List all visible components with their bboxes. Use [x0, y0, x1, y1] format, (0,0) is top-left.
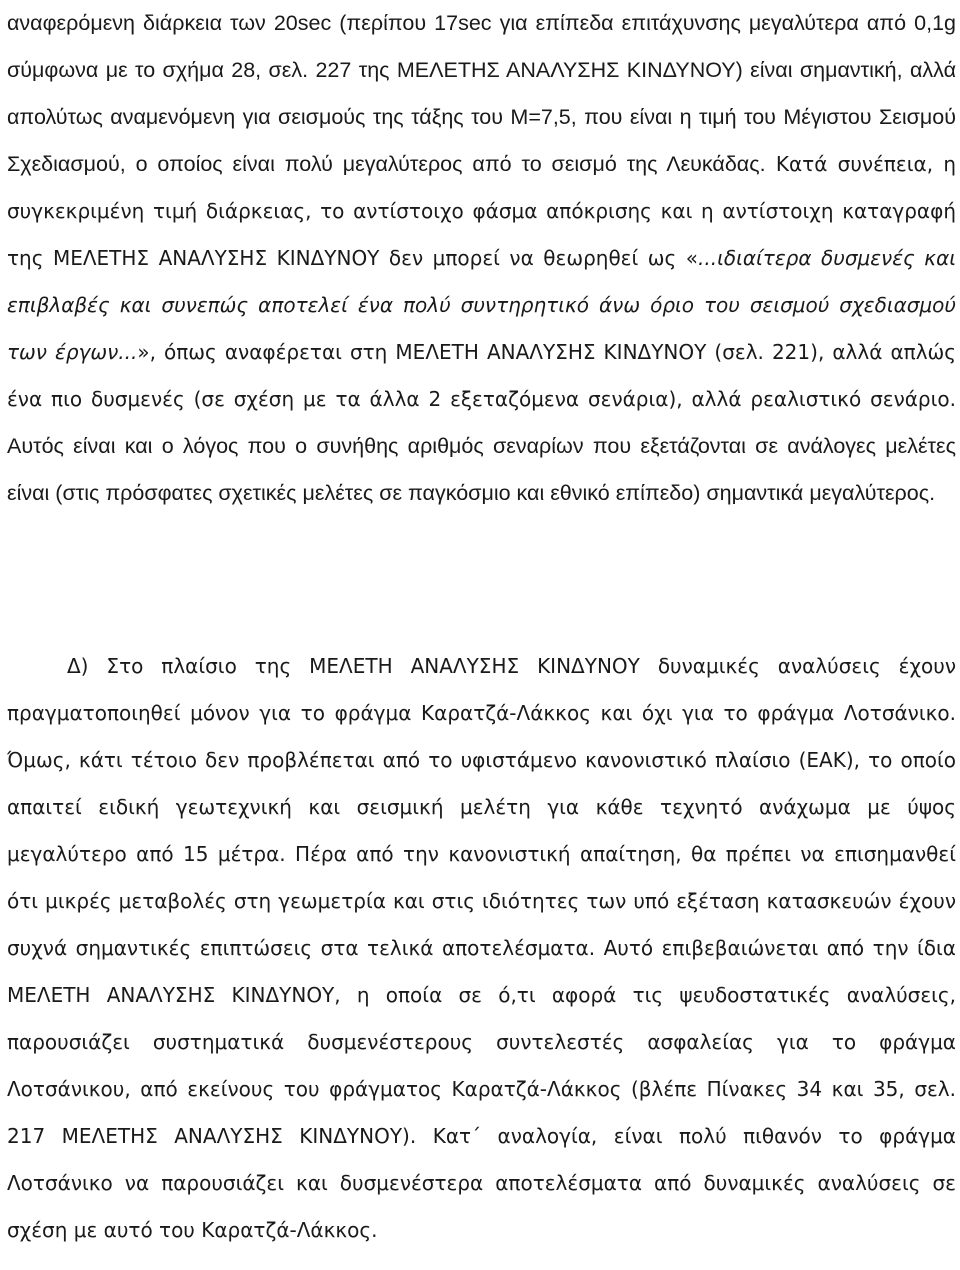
paragraph-2-text: Δ) Στο πλαίσιο της ΜΕΛΕΤΗ ΑΝΑΛΥΣΗΣ ΚΙΝΔΥΝΟΥ δυναμικές αναλύσεις έχουν πραγματοποιηθεί μόνον για το φράγμα Καρατζά-Λάκκος και όχι για το φράγμα Λοτσάνικο. Όμως, κάτι τέτοιο δεν προβλέπεται από το υφιστάμενο κανονιστικό πλαίσιο (ΕΑΚ), το οποίο απαιτεί ειδική γεωτεχνική και σεισμική μελέτη για κάθε τεχνητό ανάχωμα με ύψος μεγαλύτερο από 15 μέτρα. Πέρα από την κανονιστική απαίτηση, θα πρέπει να επισημανθεί ότι μικρές μεταβολές στη γεωμετρία και στις ιδιότητες των υπό εξέταση κατασκευών έχουν συχνά σημαντικές επιπτώσεις στα τελικά αποτελέσματα. Αυτό επιβεβαιώνεται από την ίδια ΜΕΛΕΤΗ ΑΝΑΛΥΣΗΣ ΚΙΝΔΥΝΟΥ, η οποία σε ό,τι αφορά τις ψευδοστατικές αναλύσεις, παρουσιάζει συστηματικά δυσμενέστερους συντελεστές ασφαλείας για το φράγμα Λοτσάνικου, από εκείνους του φράγματος Καρατζά-Λάκκος (βλέπε Πίνακες 34 και 35, σελ. 217 ΜΕΛΕΤΗΣ ΑΝΑΛΥΣΗΣ ΚΙΝΔΥΝΟΥ). Κατ΄ αναλογία, είναι πολύ πιθανόν το φράγμα Λοτσάνικο να παρουσιάζει και δυσμενέστερα αποτελέσματα από δυναμικές αναλύσεις σε σχέση με αυτό του Καρατζά-Λάκκος.: [7, 654, 956, 1242]
paragraph-1-part-c: », όπως αναφέρεται στη ΜΕΛΕΤΗ ΑΝΑΛΥΣΗΣ ΚΙΝΔΥΝΟΥ (σελ. 221), αλλά απλώς ένα πιο δυσμενές (σε σχέση με τα άλλα 2 εξεταζόμενα σενάρια), αλλά ρεαλιστικό σενάριο.: [7, 340, 957, 411]
paragraph-seismic-duration: [7, 0, 956, 517]
paragraph-1-part-b: Κατά συνέπεια, η συγκεκριμένη τιμή διάρκειας, το αντίστοιχο φάσμα απόκρισης και η αντίστοιχη καταγραφή της ΜΕΛΕΤΗΣ ΑΝΑΛΥΣΗΣ ΚΙΝΔΥΝΟΥ δεν μπορεί να θεωρηθεί ως «: [7, 152, 957, 270]
paragraph-1-part-a: αναφερόμενη διάρκεια των 20sec (περίπου 17sec για επίπεδα επιτάχυνσης μεγαλύτερα από 0,1g σύμφωνα με το σχήμα 28, σελ. 227 της ΜΕΛΕΤΗΣ ΑΝΑΛΥΣΗΣ ΚΙΝΔΥΝΟΥ) είναι σημαντική, αλλά απολύτως αναμενόμενη για σεισμούς της τάξης του M=7,5, που είναι η τιμή του Μέγιστου Σεισμού Σχεδιασμού, ο οποίος είναι πολύ μεγαλύτερος από το σεισμό της Λευκάδας.: [7, 11, 956, 176]
paragraph-1-part-d: Αυτός είναι και ο λόγος που ο συνήθης αριθμός σεναρίων που εξετάζονται σε ανάλογες μελέτες είναι (στις πρόσφατες σχετικές μελέτες σε παγκόσμιο και εθνικό επίπεδο) σημαντικά μεγαλύτερος.: [7, 434, 956, 505]
paragraph-1-quote: ...ιδιαίτερα δυσμενές και επιβλαβές και συνεπώς αποτελεί ένα πολύ συντηρητικό άνω όριο του σεισμού σχεδιασμού των έργων...: [7, 246, 957, 364]
paragraph-dynamic-analyses: [7, 643, 956, 1254]
